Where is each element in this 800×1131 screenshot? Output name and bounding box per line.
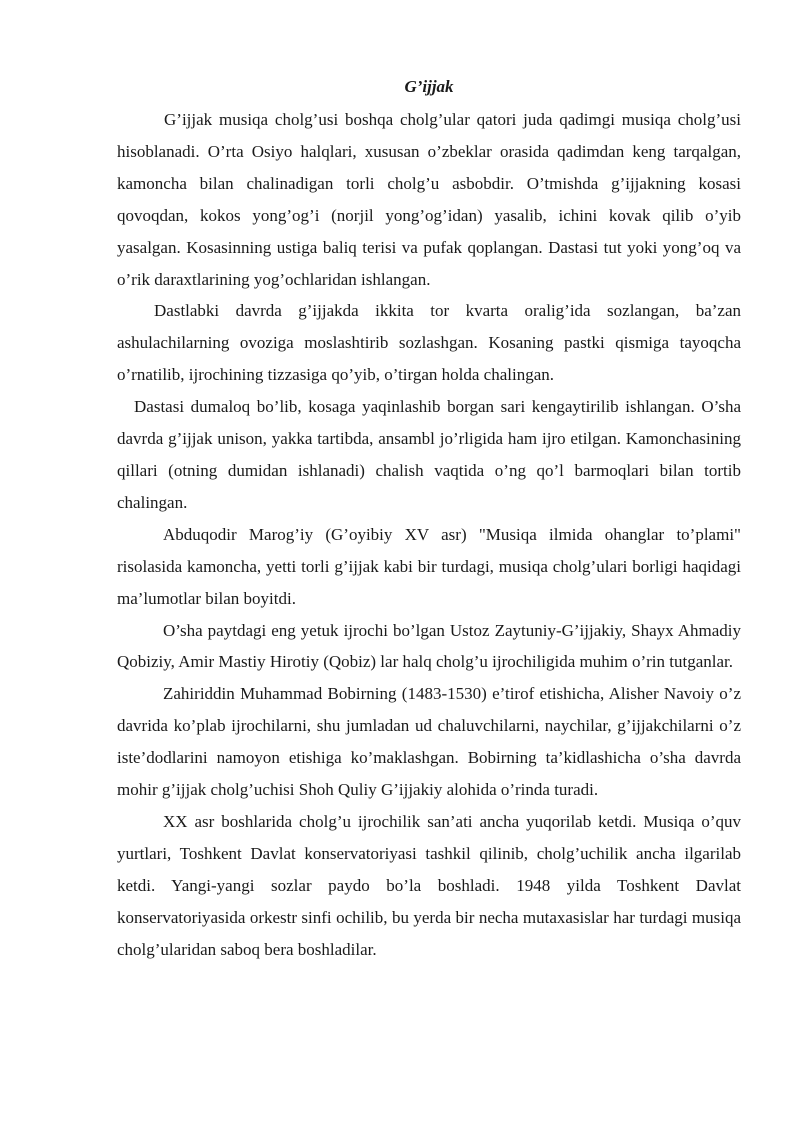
paragraph-xx-century: XX asr boshlarida cholg’u ijrochilik san’ati ancha yuqorilab ketdi. Musiqa o’quv yurtlari, Toshkent Davlat konservatoriyasi tashkil qilinib, cholg’uchilik ancha ilgarilab ketdi. Yangi-yangi sozlar paydo bo’la boshladi. 1948 yilda Toshkent Davlat konservatoriyasida orkestr sinfi ochilib, bu yerda bir necha mutaxasislar har turdagi musiqa cholg’ularidan saboq bera boshladilar.: [117, 811, 741, 959]
paragraph-tuning: Dastlabki davrda g’ijjakda ikkita tor kvarta oralig’ida sozlangan, ba’zan ashulachilarning ovoziga moslashtirib sozlashgan. Kosaning pastki qismiga tayoqcha o’rnatilib, ijrochining tizzasiga qo’yib, o’tirgan holda chalingan.: [117, 301, 741, 385]
paragraph-neck: Dastasi dumaloq bo’lib, kosaga yaqinlashib borgan sari kengaytirilib ishlangan. O’sha davrda g’ijjak unison, yakka tartibda, ansambl jo’rligida ham ijro etilgan. Kamonchasining qillari (otning dumidan ishlanadi) chalish vaqtida o’ng qo’l barmoqlari bilan tortib chalingan.: [117, 397, 741, 512]
document-title: G’ijjak: [404, 77, 454, 96]
paragraph-intro: G’ijjak musiqa cholg’usi boshqa cholg’ular qatori juda qadimgi musiqa cholg’usi hisoblanadi. O’rta Osiyo halqlari, xususan o’zbeklar orasida qadimdan keng tarqalgan, kamoncha bilan chalinadigan torli cholg’u asbobdir. O’tmishda g’ijjakning kosasi qovoqdan, kokos yong’og’i (norjil yong’og’idan) yasalib, ichini kovak qilib o’yib yasalgan. Kosasinning ustiga baliq terisi va pufak qoplangan. Dastasi tut yoki yong’oq va o’rik daraxtlarining yog’ochlaridan ishlangan.: [117, 110, 741, 289]
paragraph-marogiy: Abduqodir Marog’iy (G’oyibiy XV asr) "Musiqa ilmida ohanglar to’plami" risolasida kamoncha, yetti torli g’ijjak kabi bir turdagi, musiqa cholg’ulari borligi haqidagi ma’lumotlar bilan boyitdi.: [117, 524, 741, 608]
document-page: [117, 70, 741, 965]
paragraph-bobir: Zahiriddin Muhammad Bobirning (1483-1530) e’tirof etishicha, Alisher Navoiy o’z davrida ko’plab ijrochilarni, shu jumladan ud chaluvchilarni, naychilar, g’ijjakchilarni o’z iste’dodlarini namoyon etishiga ko’maklashgan. Bobirning ta’kidlashicha o’sha davrda mohir g’ijjak cholg’uchisi Shoh Quliy G’ijjakiy alohida o’rinda turadi.: [117, 684, 741, 800]
paragraph-performers: O’sha paytdagi eng yetuk ijrochi bo’lgan Ustoz Zaytuniy-G’ijjakiy, Shayx Ahmadiy Qobiziy, Amir Mastiy Hirotiy (Qobiz) lar halq cholg’u ijrochiligida muhim o’rin tutganlar.: [117, 620, 741, 672]
